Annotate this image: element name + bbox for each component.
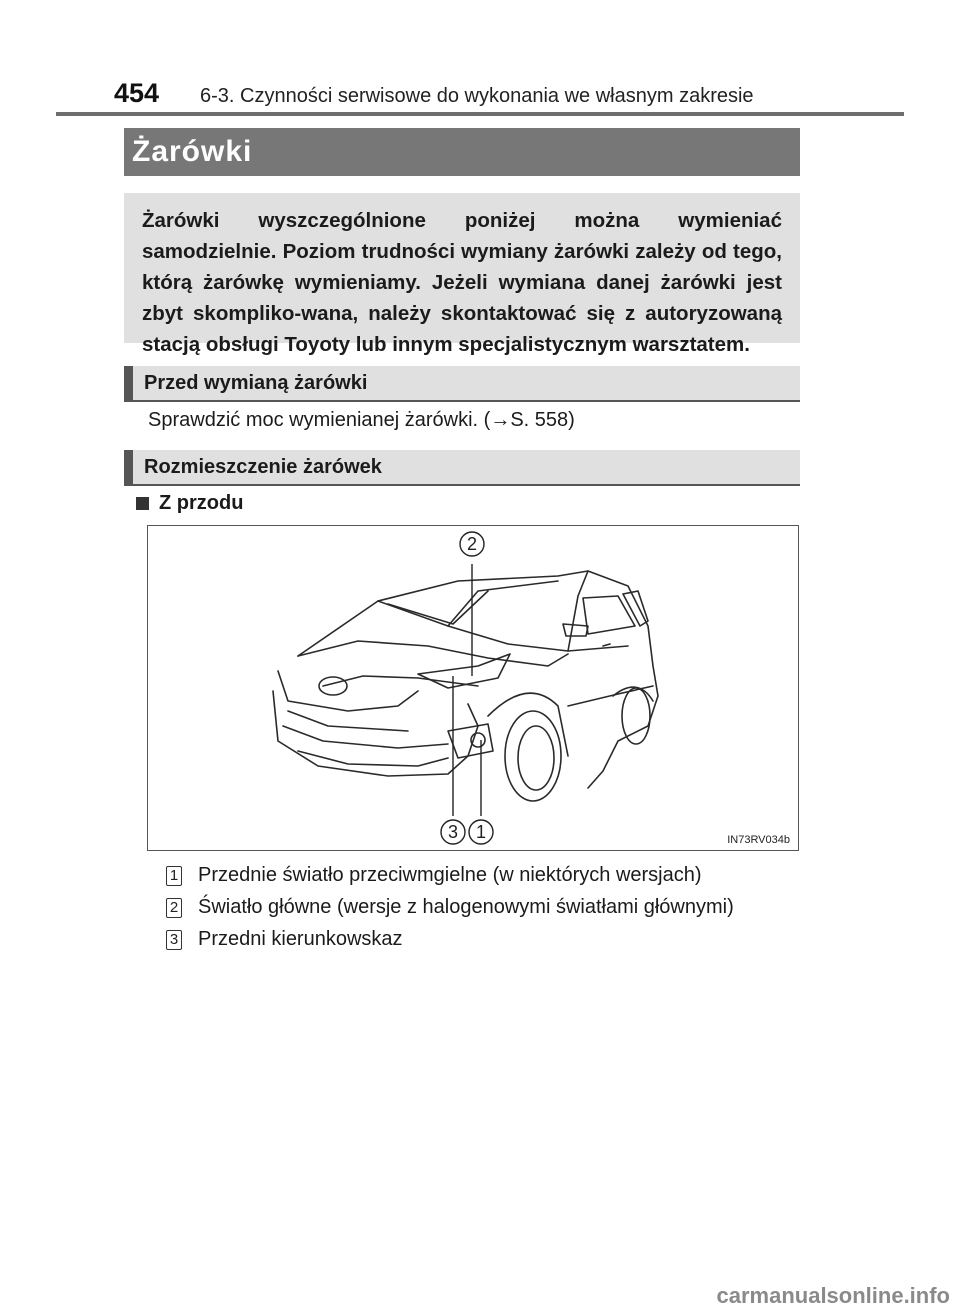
section-bulb-locations: [124, 450, 800, 486]
header-divider: [56, 112, 904, 116]
section-heading: Rozmieszczenie żarówek: [144, 456, 382, 478]
number-badge: 3: [166, 930, 182, 950]
intro-text: Żarówki wyszczególnione poniżej można wymieniać samodzielnie. Poziom trudności wymiany żarówki zależy od tego, którą żarówkę wymieniamy. Jeżeli wymiana danej żarówki jest zbyt skompliko-wana, należy skontaktować się z autoryzowaną stacją obsługi Toyoty lub innym specjalistycznym warsztatem.: [142, 209, 782, 356]
number-badge: 1: [166, 866, 182, 886]
car-illustration: [148, 526, 798, 850]
page-header: [0, 0, 960, 118]
callout-3: 3: [447, 822, 459, 842]
front-subheading: [136, 492, 243, 515]
number-badge: 2: [166, 898, 182, 918]
legend-text: Przednie światło przeciwmgielne (w niektórych wersjach): [198, 864, 702, 886]
section-heading: Przed wymianą żarówki: [144, 372, 368, 394]
figure-code: IN73RV034b: [727, 834, 790, 846]
car-front-figure: [147, 525, 799, 851]
page-number: 454: [114, 78, 160, 108]
square-bullet-icon: [136, 497, 149, 510]
section-before-replacement: [124, 366, 800, 402]
page-title: Żarówki: [132, 135, 253, 168]
wattage-check-text: Sprawdzić moc wymienianej żarówki. (→S. 558): [148, 409, 575, 431]
legend-text: Światło główne (wersje z halogenowymi światłami głównymi): [198, 896, 734, 918]
intro-box: [124, 193, 800, 356]
callout-2: 2: [466, 534, 478, 554]
subheading-label: Z przodu: [159, 492, 244, 514]
watermark: carmanualsonline.info: [716, 1283, 950, 1308]
callout-1: 1: [475, 822, 487, 842]
legend-text: Przedni kierunkowskaz: [198, 928, 403, 950]
title-bar: [124, 128, 800, 176]
chapter-title: 6-3. Czynności serwisowe do wykonania we własnym zakresie: [200, 85, 754, 107]
